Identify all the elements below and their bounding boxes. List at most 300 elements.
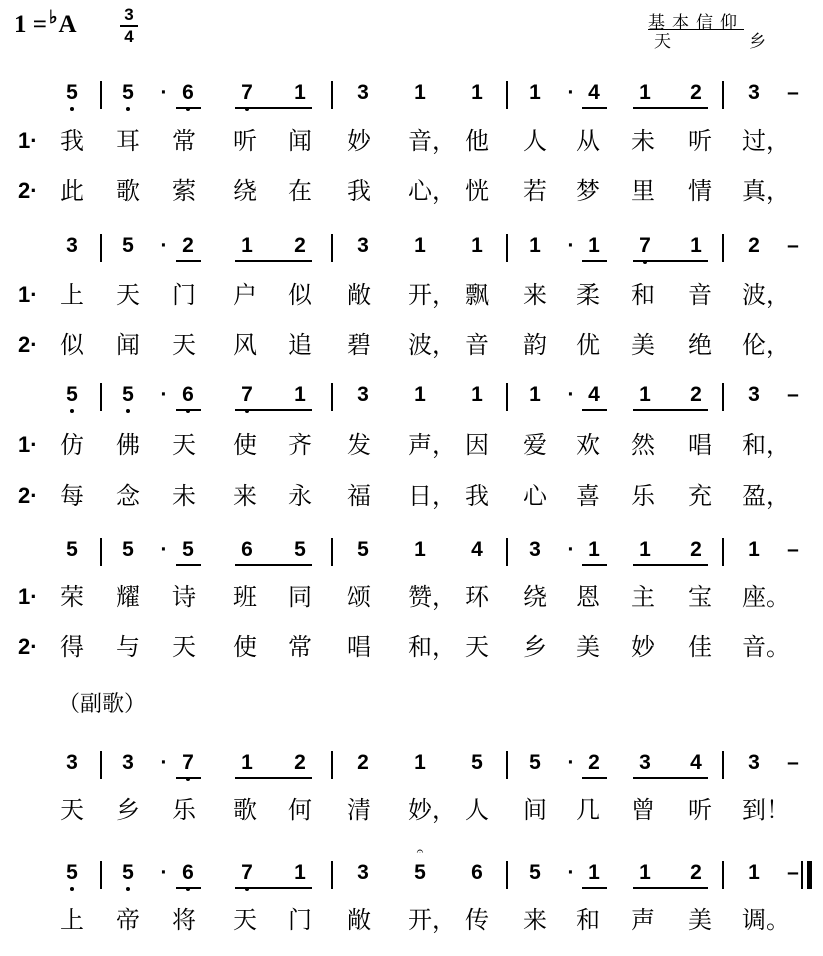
note [60, 78, 84, 108]
bar-line [100, 538, 102, 566]
note [235, 535, 259, 565]
lyric-char: 美 [576, 633, 600, 661]
lyric-char: 荣 [60, 583, 84, 611]
octave-dot [70, 409, 74, 413]
note-digit: 5 [294, 538, 306, 561]
note-digit: 1 [748, 861, 760, 884]
lyric-char: 音 [465, 331, 489, 359]
note [465, 231, 489, 261]
notes-row [0, 844, 823, 888]
bar-line [722, 751, 724, 779]
lyric-char: 人 [523, 127, 547, 155]
lyric-char: 与 [116, 633, 140, 661]
note-digit: 3 [748, 751, 760, 774]
note [408, 535, 432, 565]
lyric-char: 妙 [631, 633, 655, 661]
lyric-char: 常 [172, 127, 196, 155]
lyric-char: 到！ [742, 796, 790, 824]
note-digit: 7 [241, 861, 253, 884]
note [288, 535, 312, 565]
note [288, 231, 312, 261]
note [176, 748, 200, 778]
lyric-char: 敞 [347, 906, 371, 934]
note-digit: 4 [588, 81, 600, 104]
lyric-char: 上 [60, 281, 84, 309]
note [684, 380, 708, 410]
song-category [648, 14, 778, 52]
note-digit: 3 [357, 383, 369, 406]
note-digit: 3 [357, 234, 369, 257]
dot-note [559, 535, 583, 565]
lyric-char: 颂 [347, 583, 371, 611]
note [684, 535, 708, 565]
lyric-char: 喜 [576, 482, 600, 510]
lyric-char: 听 [233, 127, 257, 155]
fermata-mark: 𝄐 [416, 844, 424, 858]
notes-row [0, 748, 823, 778]
key-prefix: 1 = [14, 11, 47, 38]
lyric-char: 绕 [233, 177, 257, 205]
note [408, 844, 432, 888]
lyric-char: 歌 [233, 796, 257, 824]
lyric-char: 佳 [688, 633, 712, 661]
lyric-char: 闻 [116, 331, 140, 359]
note-digit: 1 [529, 81, 541, 104]
note-digit: 1 [471, 383, 483, 406]
lyric-char: 佛 [116, 431, 140, 459]
lyric-char: 波， [742, 281, 790, 309]
bar-line [331, 861, 333, 889]
note [116, 78, 140, 108]
dot-note [152, 380, 176, 410]
chorus-label: （副歌） [58, 692, 147, 717]
note-digit: · [160, 751, 168, 774]
note-digit: 7 [241, 81, 253, 104]
verse-number: 1· [18, 282, 38, 307]
note [60, 858, 84, 888]
note-digit: 2 [690, 861, 702, 884]
lyric-char: 声， [408, 431, 456, 459]
note-digit: 2 [690, 383, 702, 406]
octave-dot [126, 409, 130, 413]
lyric-char: 将 [172, 906, 196, 934]
note-digit: 1 [639, 81, 651, 104]
lyric-char: 曾 [631, 796, 655, 824]
note-digit: – [787, 538, 799, 561]
time-signature-top: 3 [124, 5, 134, 24]
bar-line [331, 538, 333, 566]
note [523, 380, 547, 410]
note [235, 78, 259, 108]
bar-line [331, 81, 333, 109]
note-digit: 6 [182, 81, 194, 104]
note-digit: 1 [588, 234, 600, 257]
beam-underline [633, 777, 708, 779]
verse-number: 2· [18, 634, 38, 659]
note-digit: 3 [357, 861, 369, 884]
beam-underline [633, 409, 708, 411]
note-digit: 5 [66, 861, 78, 884]
lyric-line [0, 903, 823, 937]
lyric-char: 心， [408, 177, 456, 205]
time-signature [118, 6, 140, 46]
lyric-char: 闻 [288, 127, 312, 155]
note-digit: – [787, 861, 799, 884]
note [582, 858, 606, 888]
note [408, 748, 432, 778]
note-digit: 1 [748, 538, 760, 561]
note [582, 231, 606, 261]
lyric-char: 美 [631, 331, 655, 359]
note [684, 231, 708, 261]
note-digit: · [160, 861, 168, 884]
lyric-char: 盈， [742, 482, 790, 510]
verse-number: 1· [18, 128, 38, 153]
lyric-char: 天 [465, 633, 489, 661]
lyric-char: 班 [233, 583, 257, 611]
note [465, 78, 489, 108]
lyric-char: 来 [523, 906, 547, 934]
lyric-line [0, 328, 823, 362]
note-digit: · [160, 234, 168, 257]
note-digit: 5 [122, 383, 134, 406]
note-digit: 1 [241, 751, 253, 774]
lyric-char: 开， [408, 281, 456, 309]
beam-underline [235, 409, 312, 411]
lyric-char: 似 [60, 331, 84, 359]
note [582, 380, 606, 410]
dot-note [559, 380, 583, 410]
verse-number: 2· [18, 332, 38, 357]
lyric-char: 真， [742, 177, 790, 205]
note-digit: 1 [639, 383, 651, 406]
note-digit: 7 [241, 383, 253, 406]
lyric-char: 乐 [631, 482, 655, 510]
octave-dot [70, 107, 74, 111]
note-digit: · [567, 234, 575, 257]
note [742, 535, 766, 565]
beam-underline [235, 260, 312, 262]
beam-underline [633, 564, 708, 566]
note-digit: 7 [639, 234, 651, 257]
lyric-char: 门 [288, 906, 312, 934]
note [465, 858, 489, 888]
lyric-char: 门 [172, 281, 196, 309]
note [288, 78, 312, 108]
note [176, 858, 200, 888]
note [523, 78, 547, 108]
beam-underline [633, 887, 708, 889]
note [235, 380, 259, 410]
note-digit: 3 [122, 751, 134, 774]
note [408, 78, 432, 108]
lyric-char: 优 [576, 331, 600, 359]
note-digit: · [567, 861, 575, 884]
dot-note [559, 231, 583, 261]
lyric-char: 调。 [742, 906, 790, 934]
note [176, 380, 200, 410]
note [408, 380, 432, 410]
beam-underline [633, 260, 708, 262]
beam-underline [235, 887, 312, 889]
dot-note [559, 858, 583, 888]
beam-underline [176, 564, 201, 566]
note-digit: · [567, 383, 575, 406]
dash-note [781, 535, 805, 565]
dash-note [781, 231, 805, 261]
lyric-char: 我 [465, 482, 489, 510]
note-digit: 5 [66, 538, 78, 561]
lyric-char: 齐 [288, 431, 312, 459]
note-digit: 3 [639, 751, 651, 774]
lyric-char: 来 [233, 482, 257, 510]
note-digit: · [160, 383, 168, 406]
note-digit: 3 [66, 751, 78, 774]
lyric-char: 几 [576, 796, 600, 824]
note-digit: 1 [294, 861, 306, 884]
lyric-char: 天 [172, 633, 196, 661]
note-digit: 5 [357, 538, 369, 561]
lyric-line [0, 580, 823, 614]
lyric-line [0, 479, 823, 513]
bar-line [722, 861, 724, 889]
lyric-char: 和， [742, 431, 790, 459]
octave-dot [70, 887, 74, 891]
bar-line [100, 861, 102, 889]
note [351, 858, 375, 888]
note-digit: 5 [122, 81, 134, 104]
lyric-char: 歌 [116, 177, 140, 205]
lyric-char: 在 [288, 177, 312, 205]
lyric-char: 每 [60, 482, 84, 510]
dash-note [781, 748, 805, 778]
bar-line [506, 538, 508, 566]
lyric-char: 敞 [347, 281, 371, 309]
lyric-char: 诗 [172, 583, 196, 611]
note [176, 535, 200, 565]
lyric-char: 赞， [408, 583, 456, 611]
note-digit: 5 [66, 383, 78, 406]
note-digit: · [567, 751, 575, 774]
beam-underline [633, 107, 708, 109]
lyric-char: 欢 [576, 431, 600, 459]
song-title-char-2: 乡 [749, 32, 766, 52]
note-digit: 1 [414, 538, 426, 561]
note-digit: 5 [182, 538, 194, 561]
note [582, 748, 606, 778]
lyric-char: 清 [347, 796, 371, 824]
lyric-line [0, 428, 823, 462]
lyric-char: 韵 [523, 331, 547, 359]
lyric-line [0, 793, 823, 827]
lyric-char: 何 [288, 796, 312, 824]
lyric-char: 心 [523, 482, 547, 510]
lyric-char: 绕 [523, 583, 547, 611]
note [633, 231, 657, 261]
bar-line [331, 751, 333, 779]
final-bar-thin [801, 861, 803, 889]
note [288, 380, 312, 410]
note-digit: 5 [66, 81, 78, 104]
note-digit: · [160, 538, 168, 561]
notes-row [0, 231, 823, 261]
dot-note [152, 858, 176, 888]
beam-underline [582, 887, 607, 889]
note [684, 78, 708, 108]
note-digit: – [787, 751, 799, 774]
lyric-char: 乐 [172, 796, 196, 824]
beam-underline [176, 409, 201, 411]
bar-line [506, 383, 508, 411]
lyric-line [0, 174, 823, 208]
lyric-char: 然 [631, 431, 655, 459]
note-digit: 1 [294, 383, 306, 406]
beam-underline [582, 260, 607, 262]
lyric-char: 未 [631, 127, 655, 155]
dot-note [152, 748, 176, 778]
lyric-char: 音。 [742, 633, 790, 661]
beam-underline [582, 777, 607, 779]
lyric-char: 福 [347, 482, 371, 510]
octave-dot [126, 107, 130, 111]
lyric-char: 梦 [576, 177, 600, 205]
lyric-char: 乡 [523, 633, 547, 661]
beam-underline [582, 107, 607, 109]
lyric-char: 天 [116, 281, 140, 309]
beam-underline [582, 409, 607, 411]
dot-note [152, 231, 176, 261]
bar-line [506, 234, 508, 262]
beam-underline [235, 107, 312, 109]
note [351, 380, 375, 410]
note-digit: 1 [241, 234, 253, 257]
lyric-char: 萦 [172, 177, 196, 205]
note [465, 748, 489, 778]
note [116, 380, 140, 410]
lyric-char: 过， [742, 127, 790, 155]
note-digit: 1 [414, 81, 426, 104]
lyric-char: 我 [347, 177, 371, 205]
lyric-line [0, 278, 823, 312]
bar-line [506, 861, 508, 889]
note-digit: 2 [690, 538, 702, 561]
octave-dot [126, 887, 130, 891]
note [465, 535, 489, 565]
lyric-char: 若 [523, 177, 547, 205]
song-title [648, 33, 778, 52]
lyric-char: 耀 [116, 583, 140, 611]
bar-line [331, 234, 333, 262]
bar-line [100, 234, 102, 262]
bar-line [722, 234, 724, 262]
note [633, 535, 657, 565]
lyric-char: 唱 [347, 633, 371, 661]
note [582, 535, 606, 565]
note-digit: 4 [690, 751, 702, 774]
note-digit: 5 [471, 751, 483, 774]
lyric-char: 间 [523, 796, 547, 824]
note-digit: 5 [529, 751, 541, 774]
note [742, 858, 766, 888]
lyric-char: 因 [465, 431, 489, 459]
note [235, 231, 259, 261]
bar-line [100, 751, 102, 779]
lyric-char: 风 [233, 331, 257, 359]
note [176, 78, 200, 108]
lyric-char: 天 [172, 331, 196, 359]
note [523, 748, 547, 778]
lyric-char: 仿 [60, 431, 84, 459]
note-digit: 3 [357, 81, 369, 104]
lyric-line [0, 124, 823, 158]
lyric-char: 充 [688, 482, 712, 510]
note-digit: 2 [294, 234, 306, 257]
note-digit: · [567, 538, 575, 561]
lyric-char: 绝 [688, 331, 712, 359]
lyric-char: 同 [288, 583, 312, 611]
bar-line [100, 383, 102, 411]
note [60, 380, 84, 410]
note [523, 535, 547, 565]
lyric-char: 情 [688, 177, 712, 205]
beam-underline [176, 777, 201, 779]
lyric-char: 帝 [116, 906, 140, 934]
lyric-char: 乡 [116, 796, 140, 824]
note-digit: 1 [690, 234, 702, 257]
lyric-char: 环 [465, 583, 489, 611]
note-digit: 1 [471, 234, 483, 257]
dot-note [152, 535, 176, 565]
note-digit: 1 [294, 81, 306, 104]
note-digit: 5 [529, 861, 541, 884]
note-digit: 3 [748, 81, 760, 104]
note [742, 78, 766, 108]
note-digit: 3 [66, 234, 78, 257]
note-digit: 5 [122, 538, 134, 561]
notes-row [0, 380, 823, 410]
note [235, 748, 259, 778]
lyric-char: 日， [408, 482, 456, 510]
beam-underline [176, 887, 201, 889]
bar-line [506, 751, 508, 779]
dash-note [781, 380, 805, 410]
note [684, 858, 708, 888]
note [351, 78, 375, 108]
note-digit: 1 [639, 861, 651, 884]
lyric-char: 开， [408, 906, 456, 934]
dot-note [559, 748, 583, 778]
note-digit: 5 [122, 861, 134, 884]
note [60, 535, 84, 565]
lyric-char: 唱 [688, 431, 712, 459]
dot-note [152, 78, 176, 108]
notes-row [0, 535, 823, 565]
note [351, 231, 375, 261]
note [633, 78, 657, 108]
key-letter: A [58, 11, 77, 38]
note-digit: 1 [414, 383, 426, 406]
time-signature-bottom: 4 [124, 27, 134, 46]
note [60, 231, 84, 261]
note-digit: 6 [182, 383, 194, 406]
bar-line [331, 383, 333, 411]
note [351, 748, 375, 778]
note-digit: 1 [529, 383, 541, 406]
note-digit: 5 [414, 861, 426, 884]
note-digit: 2 [182, 234, 194, 257]
final-bar-thick [807, 861, 812, 889]
verse-number: 1· [18, 584, 38, 609]
